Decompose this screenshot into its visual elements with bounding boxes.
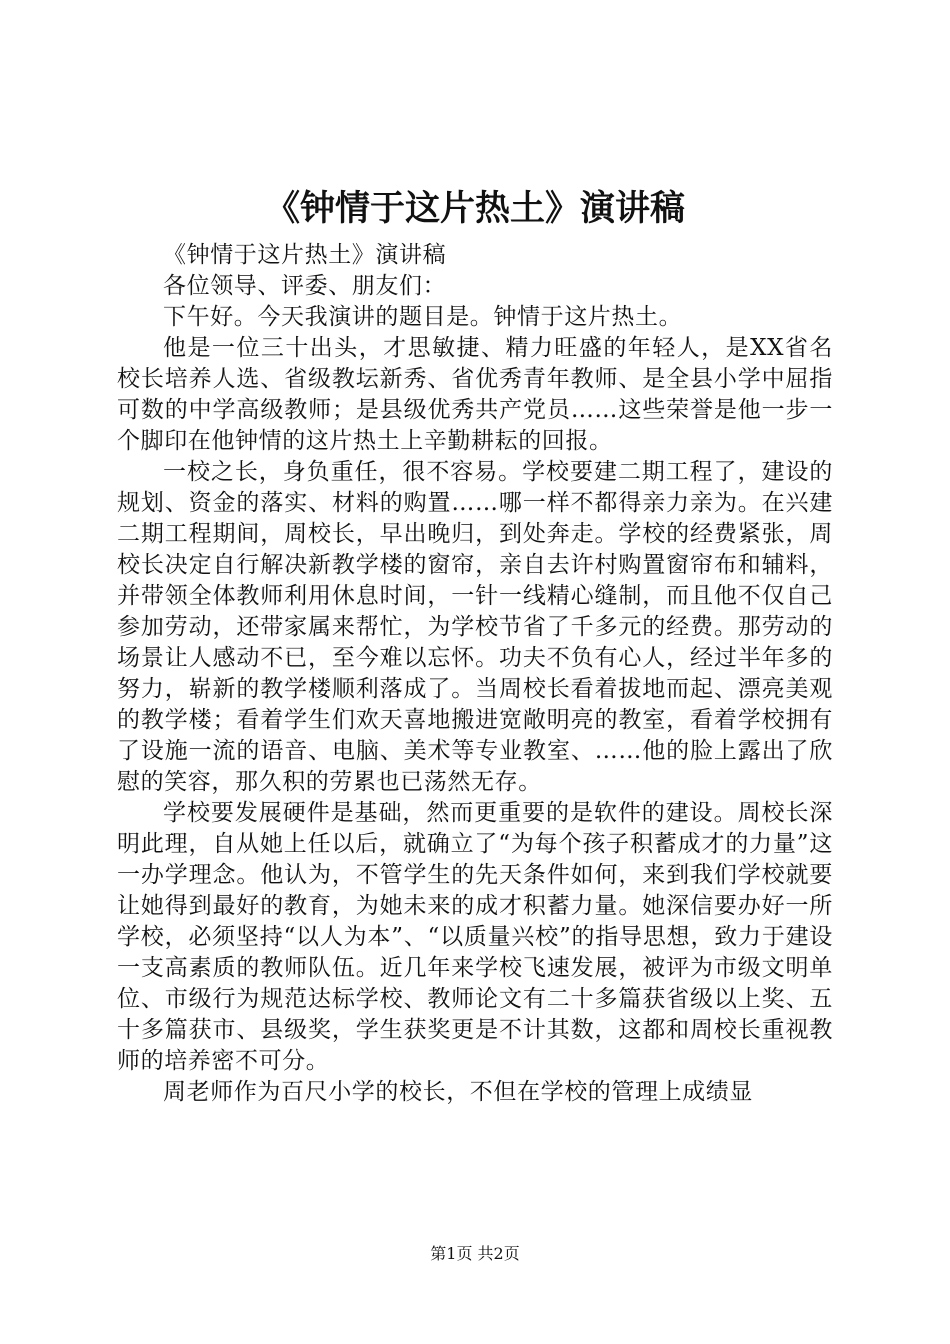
page-number-footer: 第1页 共2页 (430, 1244, 520, 1263)
document-body (117, 240, 833, 1108)
paragraph-construction: 一校之长，身负重任，很不容易。学校要建二期工程了，建设的规划、资金的落实、材料的购置……哪一样不都得亲力亲为。在兴建二期工程期间，周校长，早出晚归，到处奔走。学校的经费紧张，周校长决定自行解决新教学楼的窗帘，亲自去许村购置窗帘布和辅料，并带领全体教师利用休息时间，一针一线精心缝制，而且他不仅自己参加劳动，还带家属来帮忙，为学校节省了千多元的经费。那劳动的场景让人感动不已，至今难以忘怀。功夫不负有心人，经过半年多的努力，崭新的教学楼顺利落成了。当周校长看着拔地而起、漂亮美观的教学楼；看着学生们欢天喜地搬进宽敞明亮的教室，看着学校拥有了设施一流的语音、电脑、美术等专业教室、……他的脸上露出了欣慰的笑容，那久积的劳累也已荡然无存。 (117, 459, 833, 795)
paragraph-introduction: 他是一位三十出头，才思敏捷、精力旺盛的年轻人，是XX省名校长培养人选、省级教坛新秀、省优秀青年教师、是全县小学中屈指可数的中学高级教师；是县级优秀共产党员……这些荣誉是他一步一个脚印在他钟情的这片热土上辛勤耕耘的回报。 (117, 335, 833, 454)
document-title: 《钟情于这片热土》演讲稿 (264, 188, 685, 229)
paragraph-subtitle: 《钟情于这片热土》演讲稿 (163, 242, 447, 268)
paragraph-education-philosophy: 学校要发展硬件是基础，然而更重要的是软件的建设。周校长深明此理，自从她上任以后，就确立了“为每个孩子积蓄成才的力量”这一办学理念。他认为，不管学生的先天条件如何，来到我们学校就要让她得到最好的教育，为她未来的成才积蓄力量。她深信要办好一所学校，必须坚持“以人为本”、“以质量兴校”的指导思想，致力于建设一支高素质的教师队伍。近几年来学校飞速发展，被评为市级文明单位、市级行为规范达标学校、教师论文有二十多篇获省级以上奖、五十多篇获市、县级奖，学生获奖更是不计其数，这都和周校长重视教师的培养密不可分。 (117, 800, 833, 1074)
paragraph-greeting: 下午好。今天我演讲的题目是。钟情于这片热土。 (163, 304, 683, 330)
paragraph-continued: 周老师作为百尺小学的校长，不但在学校的管理上成绩显 (163, 1079, 753, 1105)
paragraph-salutation: 各位领导、评委、朋友们： (163, 273, 447, 299)
